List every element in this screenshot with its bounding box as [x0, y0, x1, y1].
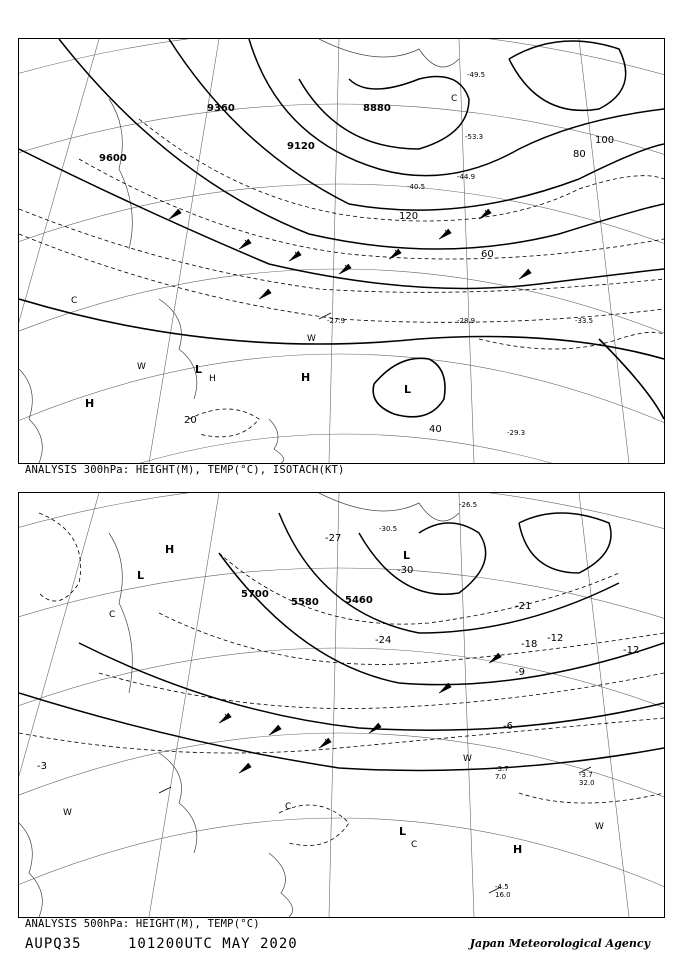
low-center: L	[404, 383, 412, 396]
height-label-9600: 9600	[99, 153, 127, 164]
caption-300hpa: ANALYSIS 300hPa: HEIGHT(M), TEMP(°C), ISOTACH(KT)	[25, 464, 345, 476]
height-label-8880: 8880	[363, 103, 391, 114]
isotherm-label: -9	[515, 667, 525, 678]
cold-marker: C	[411, 840, 418, 850]
temp-label: -29.3	[507, 429, 526, 437]
warm-marker: W	[63, 808, 72, 818]
caption-500hpa: ANALYSIS 500hPa: HEIGHT(M), TEMP(°C)	[25, 918, 260, 930]
station-value: -30.5	[379, 525, 398, 533]
temp-label: -49.5	[467, 71, 486, 79]
cold-marker: C	[451, 94, 458, 104]
wind-barbs	[159, 653, 591, 893]
isotherm-label: -21	[515, 601, 532, 612]
high-center: H	[513, 843, 523, 856]
height-label-5460: 5460	[345, 595, 373, 606]
warm-marker: W	[595, 822, 604, 832]
high-center: H	[301, 371, 311, 384]
isotach-label-120: 120	[399, 211, 419, 222]
isotach-label-80: 80	[573, 149, 586, 160]
isotherm-label: -30	[397, 565, 414, 576]
isotherms	[19, 513, 664, 846]
agency-name: Japan Meteorological Agency	[469, 937, 650, 950]
station-value: 16.0	[495, 891, 511, 899]
isotherm-label: -18	[521, 639, 538, 650]
station-value: -4.5	[495, 883, 509, 891]
height-contours	[19, 513, 664, 771]
temp-label: -40.5	[407, 183, 426, 191]
height-label-5580: 5580	[291, 597, 319, 608]
height-label-9120: 9120	[287, 141, 315, 152]
height-label-5700: 5700	[241, 589, 269, 600]
panel-500hpa-map	[18, 492, 665, 918]
low-center: L	[195, 363, 203, 376]
station-value: -26.5	[459, 501, 478, 509]
station-value: 7.0	[495, 773, 507, 781]
station-value: 32.0	[579, 779, 595, 787]
high-marker: H	[209, 374, 216, 384]
map-300hpa	[19, 39, 664, 463]
isotach-label-40: 40	[429, 424, 442, 435]
chart-identifier: AUPQ35	[25, 936, 82, 952]
temp-label: -33.5	[575, 317, 594, 325]
graticule	[19, 493, 664, 917]
map-500hpa	[19, 493, 664, 917]
isotherm-label: -12	[623, 645, 640, 656]
low-center: L	[399, 825, 407, 838]
cold-marker: C	[285, 802, 292, 812]
cold-marker: C	[71, 296, 78, 306]
cold-marker: C	[109, 610, 116, 620]
low-center: L	[137, 569, 145, 582]
isotherm-label: -27	[325, 533, 342, 544]
station-value: -3.7	[579, 771, 593, 779]
warm-marker: W	[463, 754, 472, 764]
isotherm-label: -24	[375, 635, 392, 646]
isotach-label-20: 20	[184, 415, 197, 426]
high-center: H	[165, 543, 175, 556]
panel-300hpa-map	[18, 38, 665, 464]
low-center: L	[403, 549, 411, 562]
isotherm-label: -6	[503, 721, 513, 732]
high-center: H	[85, 397, 95, 410]
isotach-label-60: 60	[481, 249, 494, 260]
temp-label: -53.3	[465, 133, 484, 141]
temp-label: -28.9	[457, 317, 476, 325]
wind-barbs	[169, 209, 531, 319]
temp-label: -44.9	[457, 173, 476, 181]
warm-marker: W	[307, 334, 316, 344]
warm-marker: W	[137, 362, 146, 372]
valid-time: 101200UTC MAY 2020	[128, 936, 298, 952]
station-value: -3.7	[495, 765, 509, 773]
temp-label: -27.9	[327, 317, 346, 325]
height-label-9360: 9360	[207, 103, 235, 114]
isotherm-label: -3	[37, 761, 47, 772]
isotach-label-100: 100	[595, 135, 615, 146]
isotherm-label: -12	[547, 633, 564, 644]
